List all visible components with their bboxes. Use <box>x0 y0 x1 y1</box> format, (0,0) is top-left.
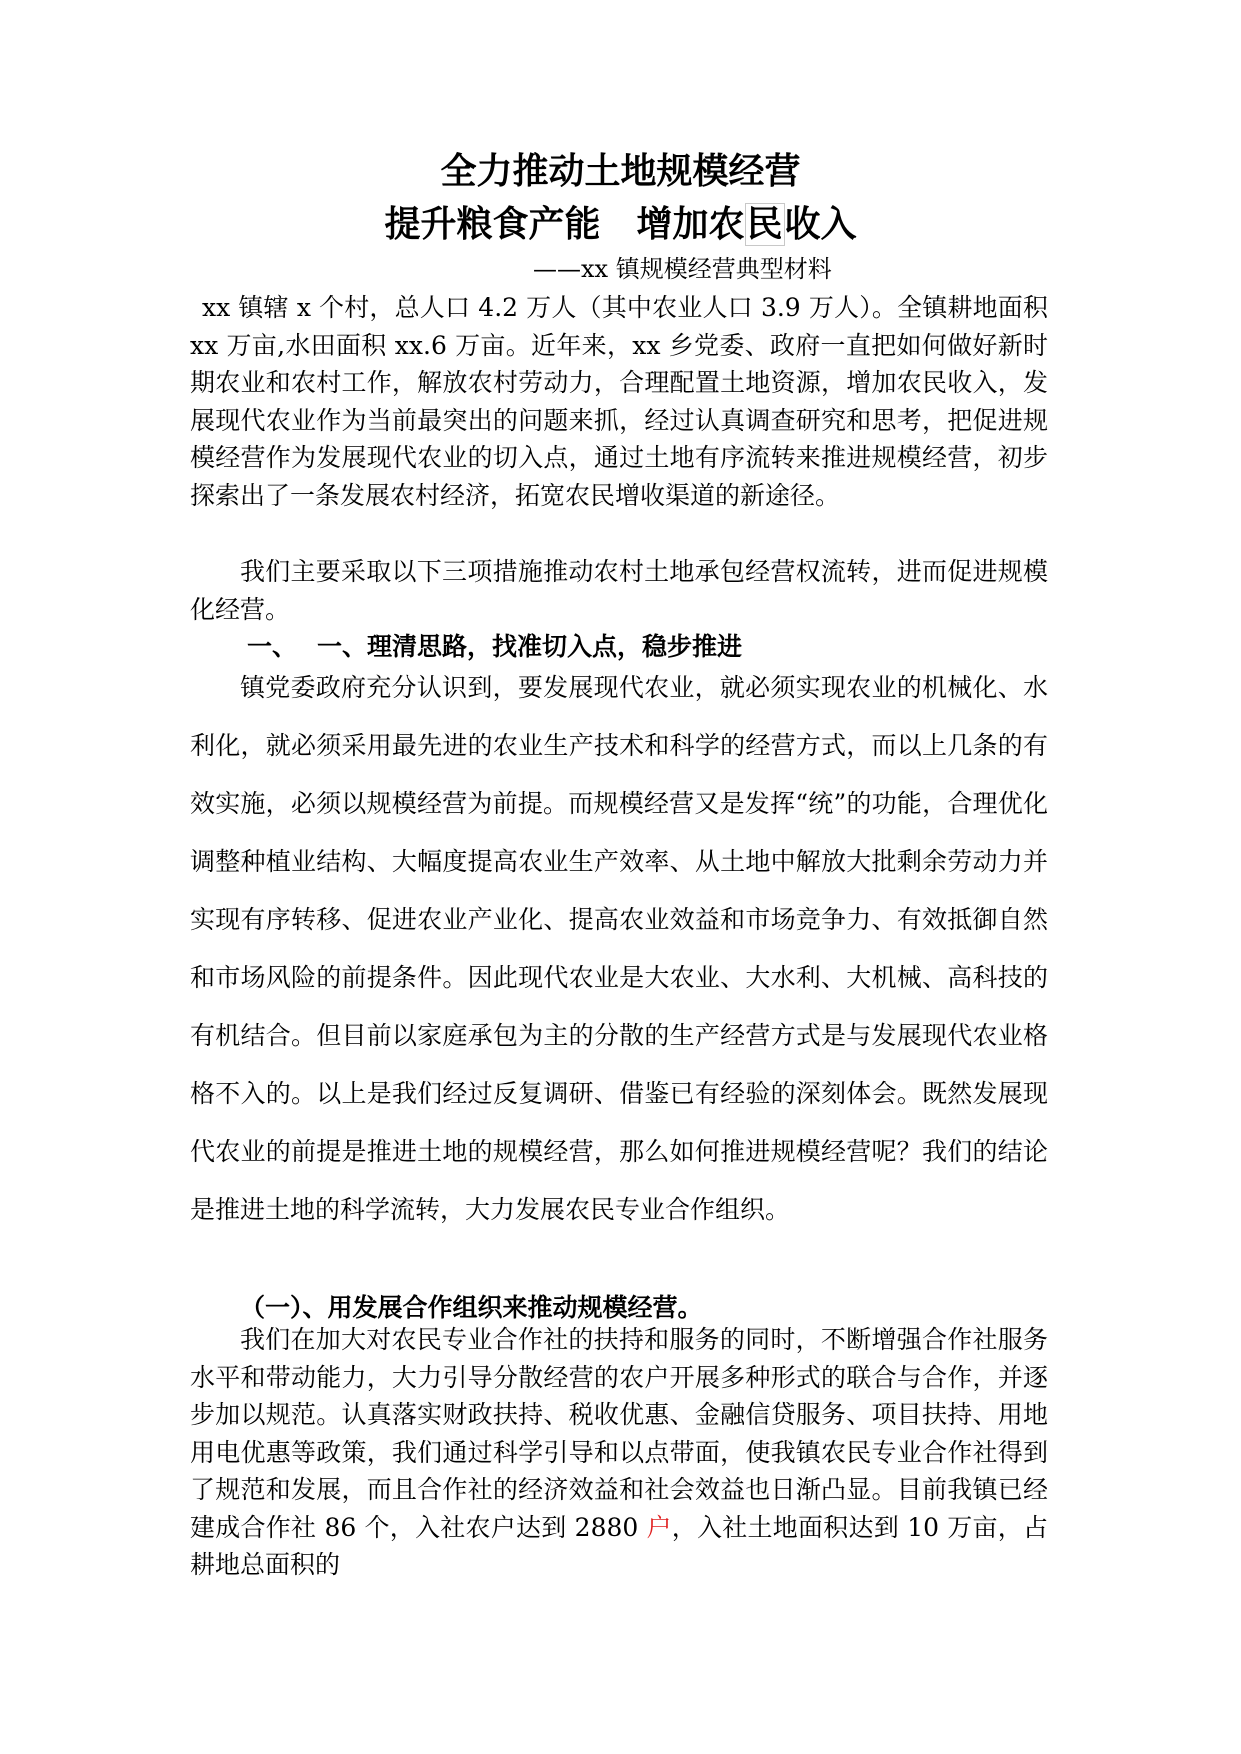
paragraph-intro-text: xx 镇辖 x 个村，总人口 4.2 万人（其中农业人口 3.9 万人）。全镇耕地面积 xx 万亩,水田面积 xx.6 万亩。近年来，xx 乡党委、政府一直把如何做好新时期农业和农村工作，解放农村劳动力，合理配置土地资源，增加农民收入，发展现代农业作为当前最突出的问题来抓，经过认真调查研究和思考，把促进规模经营作为发展现代农业的切入点，通过土地有序流转来推进规模经营，初步探索出了一条发展农村经济，拓宽农民增收渠道的新途径。 <box>190 293 1048 510</box>
title-line2-part2b: 收入 <box>784 204 857 245</box>
paragraph-cooperatives <box>190 1321 1048 1584</box>
section-heading-1-number: 一、 <box>247 632 298 661</box>
title-highlight-char: 民 <box>746 204 783 245</box>
document-subtitle: ——xx 镇规模经营典型材料 <box>533 255 832 283</box>
red-highlight-text: 户 <box>646 1512 672 1542</box>
paragraph-intro <box>190 289 1048 514</box>
paragraph-cooperatives-text-b: ，入社土地面积达到 10 万亩，占耕地总面积的 <box>190 1512 1048 1579</box>
document-title-line2 <box>0 203 1241 247</box>
document-title-line1: 全力推动土地规模经营 <box>440 151 801 192</box>
subsection-heading-1: （一）、用发展合作组织来推动规模经营。 <box>240 1293 703 1322</box>
section-heading-1-text: 一、理清思路，找准切入点，稳步推进 <box>317 632 743 661</box>
paragraph-measures: 我们主要采取以下三项措施推动农村土地承包经营权流转，进而促进规模化经营。 <box>190 557 1048 624</box>
paragraph-section1: 镇党委政府充分认识到，要发展现代农业，就必须实现农业的机械化、水利化，就必须采用最先进的农业生产技术和科学的经营方式，而以上几条的有效实施，必须以规模经营为前提。而规模经营又是发挥“统”的功能，合理优化调整种植业结构、大幅度提高农业生产效率、从土地中解放大批剩余劳动力并实现有序转移、促进农业产业化、提高农业效益和市场竞争力、有效抵御自然和市场风险的前提条件。因此现代农业是大农业、大水利、大机械、高科技的有机结合。但目前以家庭承包为主的分散的生产经营方式是与发展现代农业格格不入的。以上是我们经过反复调研、借鉴已有经验的深刻体会。既然发展现代农业的前提是推进土地的规模经营，那么如何推进规模经营呢？我们的结论是推进土地的科学流转，大力发展农民专业合作组织。 <box>190 673 1048 1224</box>
title-line2-part2a: 增加农 <box>636 204 745 245</box>
title-line2-part1: 提升粮食产能 <box>384 204 601 245</box>
paragraph-cooperatives-text-a: 我们在加大对农民专业合作社的扶持和服务的同时，不断增强合作社服务水平和带动能力，大力引导分散经营的农户开展多种形式的联合与合作，并逐步加以规范。认真落实财政扶持、税收优惠、金融信贷服务、项目扶持、用地用电优惠等政策，我们通过科学引导和以点带面，使我镇农民专业合作社得到了规范和发展，而且合作社的经济效益和社会效益也日渐凸显。目前我镇已经建成合作社 86 个，入社农户达到 2880 <box>190 1325 1048 1542</box>
